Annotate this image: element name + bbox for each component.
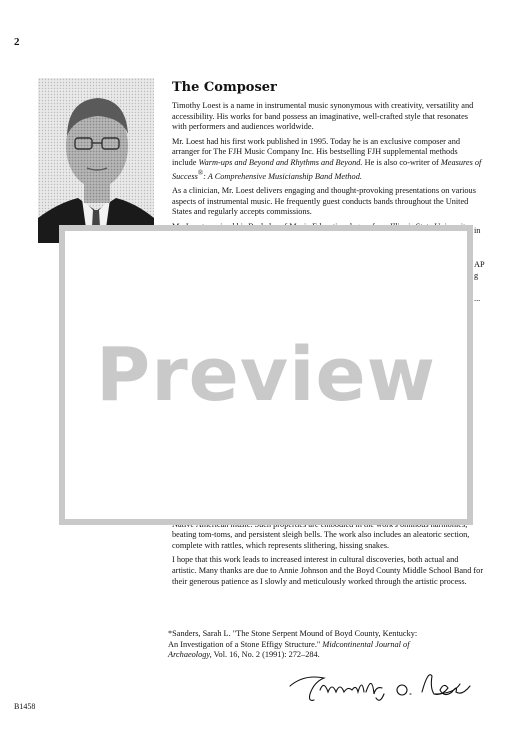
notes-paragraph: I hope that this work leads to increased interest in cultural discoveries, both actual and artistic. Many thanks are due to Annie Johnson and the Boyd County Middle School Band for their generous patience as I slowly and meticulously worked through the artistic process. — [172, 555, 484, 586]
composer-photo — [38, 78, 154, 243]
footnote: *Sanders, Sarah L. "The Stone Serpent Mound of Boyd County, Kentucky: An Investigation of a Stone Effigy Structure." Midcontinental Journal of Archaeology, Vol. 16, No. 2 (1991): 272–284. — [168, 629, 418, 660]
partial-text: ... — [474, 294, 481, 303]
partial-text: in — [474, 226, 481, 235]
bio-paragraph: Timothy Loest is a name in instrumental music synonymous with creativity, versatility and accessibility. His works for band possess an imaginative, well-crafted style that resonates with performers and audiences worldwide. — [172, 101, 474, 132]
catalog-number: B1458 — [14, 702, 36, 711]
section-heading: The Composer — [172, 80, 277, 95]
partial-text: AP — [474, 260, 485, 269]
bio-paragraph: As a clinician, Mr. Loest delivers engaging and thought-provoking presentations on various aspects of instrumental music. He frequently guest conducts bands throughout the United States and regularly accepts commissions. — [172, 185, 476, 217]
preview-watermark-text: Preview — [95, 332, 437, 418]
page-number: 2 — [14, 36, 20, 48]
composer-bio — [172, 81, 484, 235]
bio-paragraph: Mr. Loest had his first work published in 1995. Today he is an exclusive composer and arranger for The FJH Music Company Inc. His bestselling FJH supplemental methods include Warm-ups and Beyond and Rhythms and Beyond. He is also co-writer of Measures of Success®: A Comprehensive Musicianship Band Method. — [172, 136, 482, 181]
notes-paragraph: beating tom-toms, and persistent sleigh bells. The work also includes an aleatoric section, complete with rattles, which represents slithering, hissing snakes. — [172, 530, 470, 550]
preview-watermark-box — [59, 225, 473, 525]
partial-text: g — [474, 271, 479, 280]
composer-signature — [284, 664, 474, 706]
